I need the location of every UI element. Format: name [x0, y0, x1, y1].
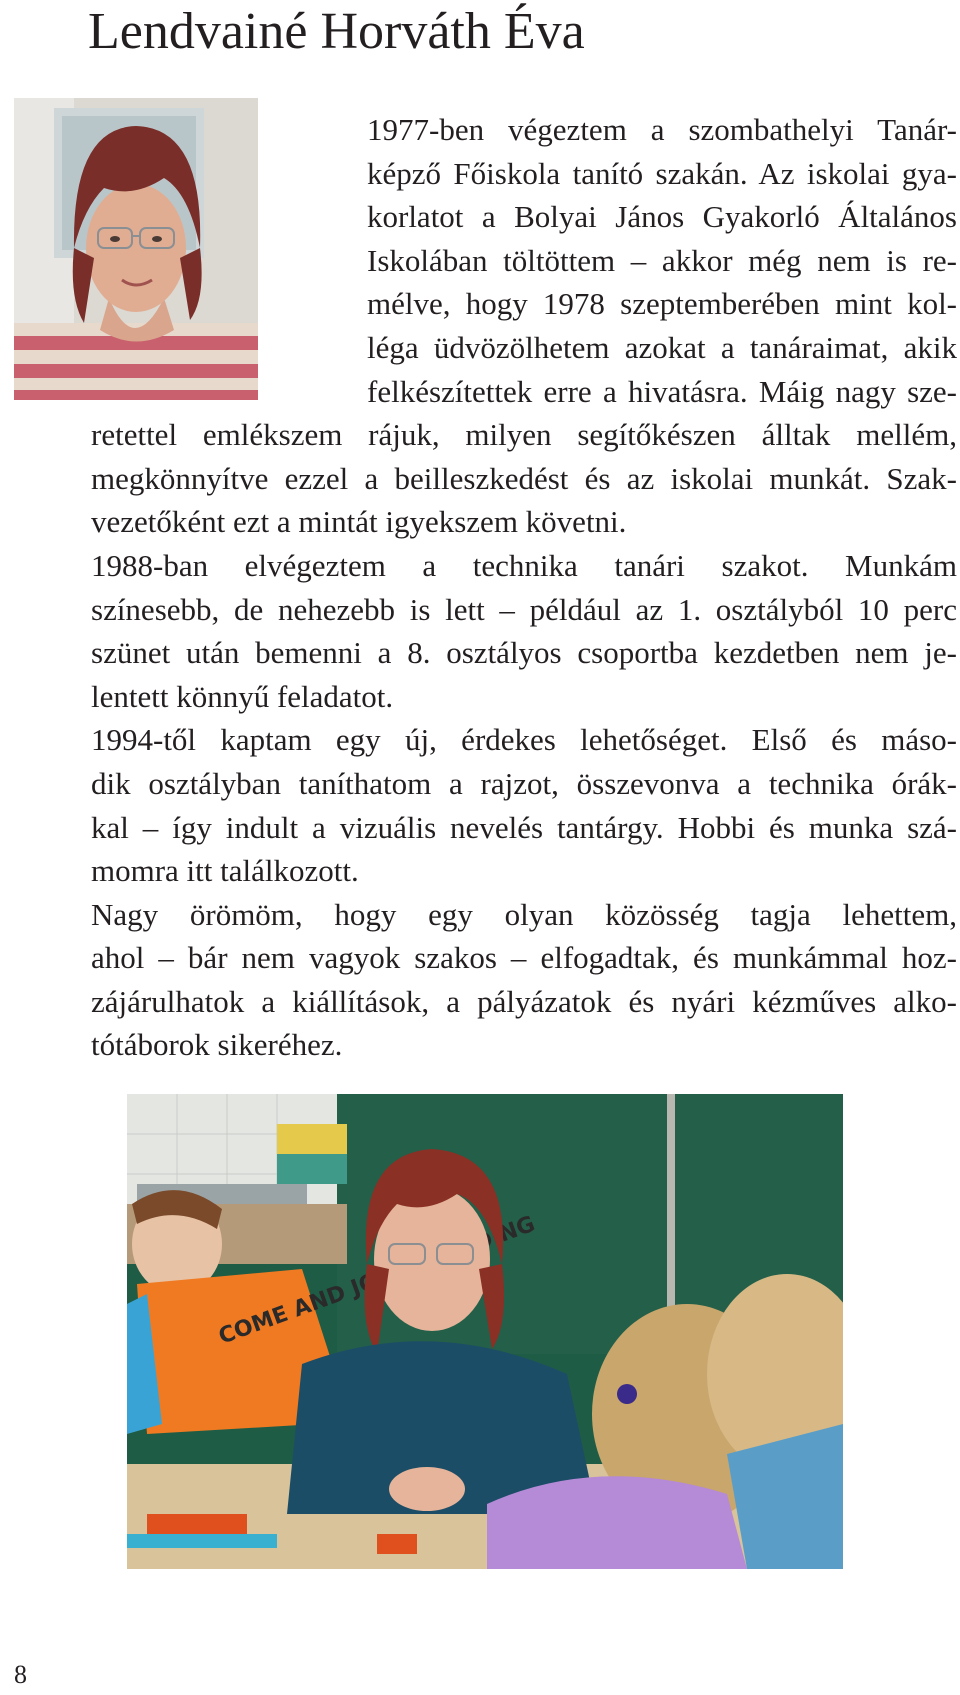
text-line: 1994-től kaptam egy új, érdekes lehetőséget. Első és máso- — [91, 722, 957, 758]
text-line: léga üdvözölhetem azokat a tanáraimat, akik — [367, 329, 957, 365]
text-line: mélve, hogy 1978 szeptemberében mint kol- — [367, 286, 957, 322]
text-line: Nagy örömöm, hogy egy olyan közösség tagja lehettem, — [91, 896, 957, 932]
text-line: lentett könnyű feladatot. — [91, 678, 394, 714]
text-line: zájárulhatok a kiállítások, a pályázatok és nyári kézműves alko- — [91, 983, 957, 1019]
text-line: tótáborok sikeréhez. — [91, 1027, 343, 1063]
text-line: retettel emlékszem rájuk, milyen segítőkészen álltak mellém, — [91, 417, 957, 453]
classroom-photo — [127, 1094, 843, 1569]
paragraph-4 — [14, 893, 957, 1067]
text-line: színesebb, de nehezebb is lett – például az 1. osztályból 10 perc — [91, 591, 957, 627]
text-line: vezetőként ezt a mintát igyekszem követni. — [91, 504, 627, 540]
page-title: Lendvainé Horváth Éva — [88, 3, 585, 60]
paragraph-3 — [14, 718, 957, 892]
text-line: felkészítettek erre a hivatásra. Máig nagy sze- — [367, 373, 957, 409]
portrait-spacer — [14, 108, 290, 410]
text-line: 1988-ban elvégeztem a technika tanári szakot. Munkám — [91, 547, 957, 583]
text-line: megkönnyítve ezzel a beilleszkedést és az iskolai munkát. Szak- — [91, 460, 957, 496]
text-line: kal – így indult a vizuális nevelés tantárgy. Hobbi és munka szá- — [91, 809, 957, 845]
text-line: dik osztályban taníthatom a rajzot, összevonva a technika órák- — [91, 765, 957, 801]
text-line: képző Főiskola tanító szakán. Az iskolai gya- — [367, 155, 957, 191]
shirt-text: COME AND RIDING — [215, 1211, 539, 1350]
text-line: 1977-ben végeztem a szombathelyi Tanár- — [367, 112, 957, 147]
page-number: 8 — [14, 1660, 27, 1689]
text-line: Iskolában töltöttem – akkor még nem is re- — [367, 242, 957, 278]
text-line: ahol – bár nem vagyok szakos – elfogadtak, és munkámmal hoz- — [91, 940, 957, 976]
paragraph-2 — [14, 544, 957, 718]
text-line: szünet után bemenni a 8. osztályos csoportba kezdetben nem je- — [91, 635, 957, 671]
text-line: korlatot a Bolyai János Gyakorló Általános — [367, 199, 957, 235]
text-line: momra itt találkozott. — [91, 853, 359, 889]
article-body — [14, 108, 957, 1067]
